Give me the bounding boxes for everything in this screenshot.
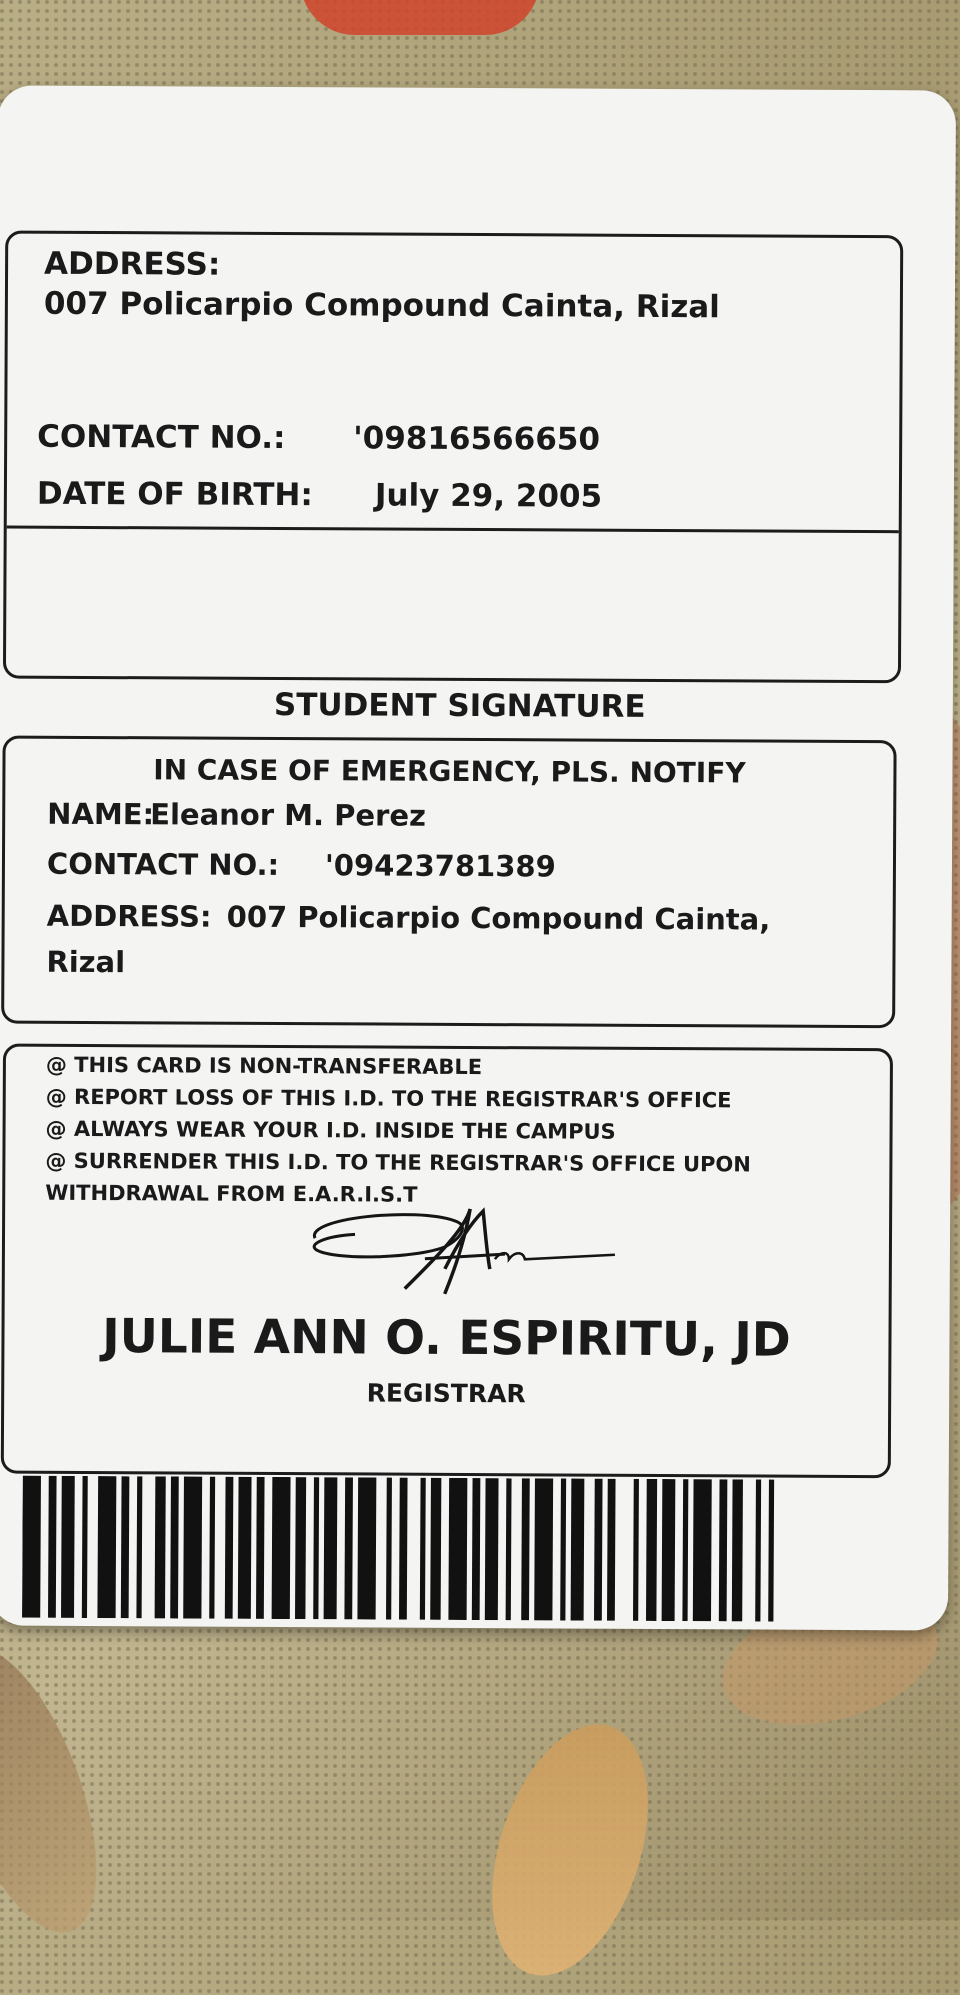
student-signature-label: STUDENT SIGNATURE: [273, 686, 646, 725]
background-leaf-motif: [0, 1629, 128, 1952]
rule-item: WITHDRAWAL FROM E.A.R.I.S.T: [45, 1180, 418, 1207]
barcode-bar: [256, 1477, 265, 1619]
barcode-bar: [693, 1479, 712, 1621]
barcode-bar: [183, 1476, 202, 1618]
emergency-name-label: NAME:: [47, 796, 155, 832]
contact-label: CONTACT NO.:: [37, 418, 286, 457]
barcode-bar: [571, 1479, 585, 1621]
registrar-title: REGISTRAR: [366, 1378, 526, 1409]
barcode-bar: [472, 1478, 481, 1620]
barcode-bar: [121, 1476, 130, 1618]
signature-divider: [7, 526, 899, 534]
emergency-address-label: ADDRESS:: [46, 898, 212, 934]
emergency-name-value: Eleanor M. Perez: [150, 797, 427, 833]
barcode-bar: [594, 1479, 603, 1621]
registrar-name: JULIE ANN O. ESPIRITU, JD: [102, 1309, 791, 1368]
barcode-bar: [136, 1476, 142, 1618]
barcode-bar: [448, 1478, 467, 1620]
rule-item: @ THIS CARD IS NON-TRANSFERABLE: [45, 1052, 483, 1080]
barcode-bar: [768, 1480, 774, 1622]
background-leaf-motif: [463, 1705, 676, 1995]
barcode-bar: [506, 1478, 512, 1620]
rule-item: @ SURRENDER THIS I.D. TO THE REGISTRAR'S OFFICE UPON: [45, 1148, 751, 1177]
barcode-bar: [521, 1478, 530, 1620]
barcode-bar: [633, 1479, 639, 1621]
student-info-box: [3, 231, 903, 684]
barcode-bar: [560, 1478, 566, 1620]
barcode-bar: [295, 1477, 306, 1619]
barcode-bar: [97, 1476, 116, 1618]
emergency-contact-label: CONTACT NO.:: [46, 846, 280, 882]
barcode-bar: [22, 1476, 41, 1618]
emergency-title: IN CASE OF EMERGENCY, PLS. NOTIFY: [153, 753, 746, 790]
emergency-address-value: 007 Policarpio Compound Cainta,: [226, 899, 771, 937]
barcode-bar: [607, 1479, 616, 1621]
emergency-address-value-cont: Rizal: [46, 944, 126, 980]
rule-item: @ ALWAYS WEAR YOUR I.D. INSIDE THE CAMPUS: [45, 1116, 616, 1144]
barcode-bar: [485, 1478, 499, 1620]
barcode-bar: [155, 1476, 166, 1618]
barcode-bar: [732, 1479, 743, 1621]
dob-label: DATE OF BIRTH:: [36, 475, 313, 514]
registrar-signature: [295, 1198, 636, 1310]
background-pattern-red: [300, 0, 540, 35]
barcode-bar: [719, 1479, 728, 1621]
address-label: ADDRESS:: [44, 245, 221, 283]
barcode-bar: [399, 1478, 408, 1620]
emergency-contact-value: '09423781389: [324, 848, 556, 884]
barcode-bar: [313, 1477, 319, 1619]
barcode-bar: [82, 1476, 88, 1618]
address-value: 007 Policarpio Compound Cainta, Rizal: [43, 285, 720, 326]
barcode-bar: [225, 1477, 234, 1619]
barcode-bar: [170, 1476, 179, 1618]
barcode-bar: [324, 1477, 338, 1619]
emergency-contact-box: [1, 736, 896, 1029]
barcode-bar: [534, 1478, 553, 1620]
barcode-bar: [272, 1477, 291, 1619]
barcode-bar: [682, 1479, 688, 1621]
barcode-bar: [357, 1477, 376, 1619]
dob-value: July 29, 2005: [374, 477, 603, 515]
contact-value: '09816566650: [353, 420, 601, 458]
barcode-bar: [61, 1476, 75, 1618]
barcode-bar: [386, 1478, 392, 1620]
barcode-bar: [238, 1477, 252, 1619]
rule-item: @ REPORT LOSS OF THIS I.D. TO THE REGISTRAR'S OFFICE: [45, 1084, 732, 1113]
barcode-bar: [420, 1478, 426, 1620]
rules-box: [1, 1044, 893, 1479]
barcode: [22, 1476, 879, 1622]
barcode-bar: [48, 1476, 57, 1618]
barcode-bar: [662, 1479, 676, 1621]
barcode-bar: [209, 1477, 215, 1619]
barcode-bar: [344, 1477, 353, 1619]
barcode-bar: [430, 1478, 441, 1620]
id-card-back: [0, 86, 956, 1631]
barcode-bar: [755, 1479, 761, 1621]
barcode-bar: [646, 1479, 657, 1621]
